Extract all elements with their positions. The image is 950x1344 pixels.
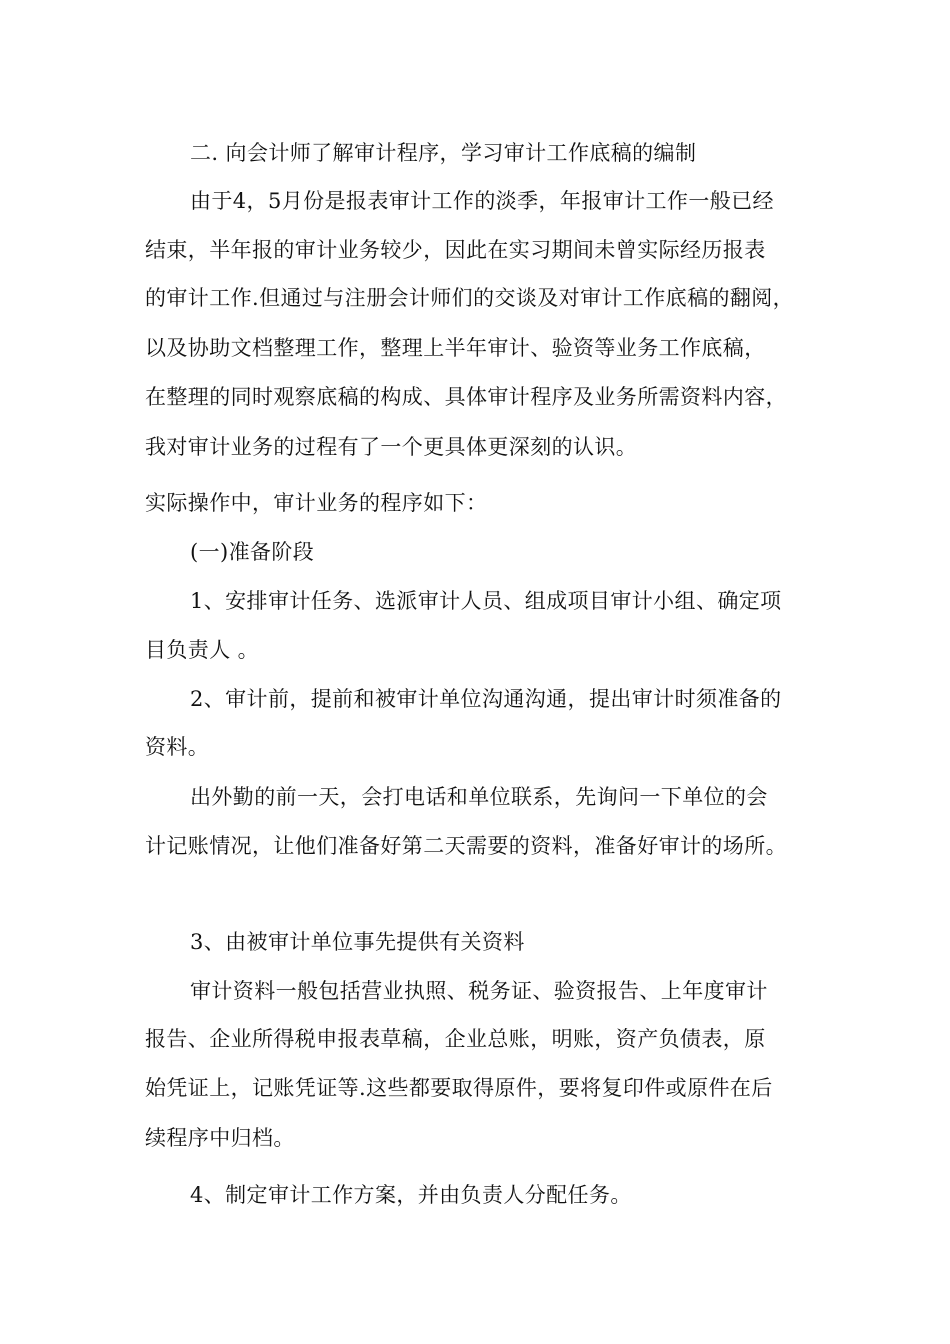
paragraph-line: 出外勤的前一天，会打电话和单位联系，先询问一下单位的会 [190,785,768,809]
paragraph-line: 实际操作中，审计业务的程序如下： [145,491,488,515]
section-heading: 二. 向会计师了解审计程序，学习审计工作底稿的编制 [190,141,697,165]
list-item-line: 资料。 [145,735,210,759]
paragraph-line: 始凭证上，记账凭证等.这些都要取得原件，要将复印件或原件在后 [145,1076,773,1100]
paragraph-line: 在整理的同时观察底稿的构成、具体审计程序及业务所需资料内容， [145,385,787,409]
paragraph-line: 计记账情况，让他们准备好第二天需要的资料，准备好审计的场所。 [145,834,787,858]
paragraph-line: 我对审计业务的过程有了一个更具体更深刻的认识。 [145,435,638,459]
paragraph-line: 以及协助文档整理工作，整理上半年审计、验资等业务工作底稿， [145,336,766,360]
paragraph-line: 报告、企业所得税申报表草稿，企业总账，明账，资产负债表，原 [145,1027,766,1051]
paragraph-line: 的审计工作.但通过与注册会计师们的交谈及对审计工作底稿的翻阅， [145,286,795,310]
paragraph-line: 结束，半年报的审计业务较少，因此在实习期间未曾实际经历报表 [145,238,766,262]
list-item-line: 3、由被审计单位事先提供有关资料 [190,930,525,954]
paragraph-line: 续程序中归档。 [145,1126,295,1150]
paragraph-line: 审计资料一般包括营业执照、税务证、验资报告、上年度审计 [190,979,768,1003]
subsection-heading: (一)准备阶段 [190,540,315,564]
paragraph-line: 由于4，5月份是报表审计工作的淡季，年报审计工作一般已经 [190,189,774,213]
list-item-line: 4、制定审计工作方案，并由负责人分配任务。 [190,1183,632,1207]
list-item-line: 1、安排审计任务、选派审计人员、组成项目审计小组、确定项 [190,589,782,613]
list-item-line: 2、审计前，提前和被审计单位沟通沟通，提出审计时须准备的 [190,687,782,711]
list-item-line: 目负责人 。 [145,638,260,662]
